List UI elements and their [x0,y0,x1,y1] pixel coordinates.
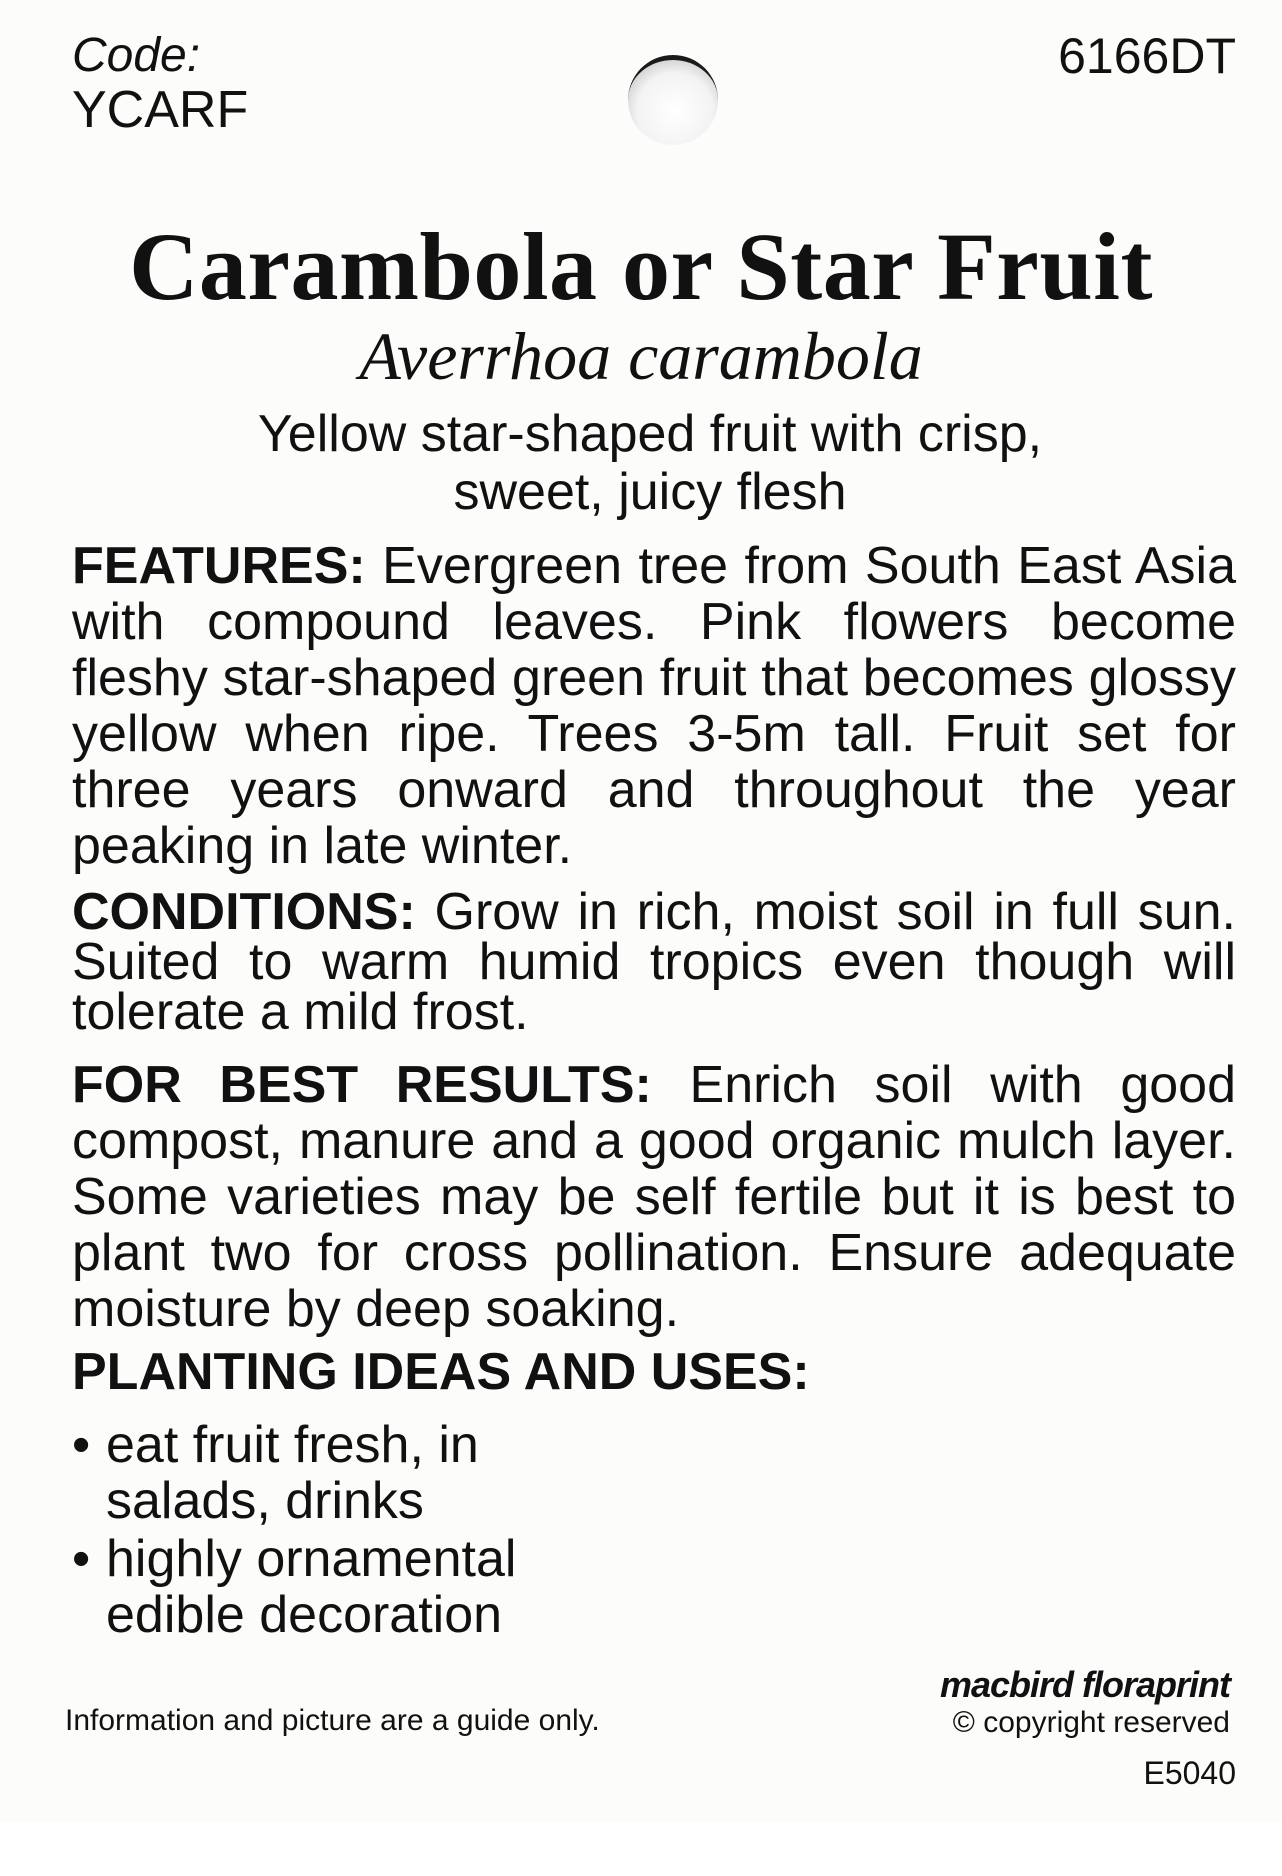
uses-heading: PLANTING IDEAS AND USES: [72,1343,810,1401]
best-results-heading: FOR BEST RESULTS: [72,1056,652,1114]
conditions-text: Grow in rich, moist soil in full sun. Suited to warm humid tropics even though will tolerate a mild frost. [72,883,1236,1041]
list-item-text: highly ornamental edible decoration [106,1530,517,1644]
copyright-notice: © copyright reserved [952,1706,1230,1739]
tagline: Yellow star-shaped fruit with crisp, sweet, juicy flesh [257,405,1043,521]
list-item [72,1417,592,1529]
features-text: Evergreen tree from South East Asia with compound leaves. Pink flowers become fleshy star-shaped green fruit that becomes glossy yellow when ripe. Trees 3-5m tall. Fruit set for three years onward and throughout the year peaking in late winter. [72,537,1237,875]
batch-code: E5040 [1143,1755,1236,1791]
bullet-icon: • [72,1530,91,1588]
bullet-icon: • [72,1416,91,1474]
conditions-heading: CONDITIONS: [72,883,416,941]
botanical-name: Averrhoa carambola [359,318,923,394]
product-code: 6166DT [1058,28,1236,84]
features-section [72,538,1236,874]
list-item-text: eat fruit fresh, in salads, drinks [106,1416,479,1530]
best-results-text: Enrich soil with good compost, manure and a good organic mulch layer. Some varieties may be self fertile but it is best to plant two for cross pollination. Ensure adequate moisture by deep soaking. [72,1056,1236,1338]
features-heading: FEATURES: [72,537,366,595]
uses-list [72,1417,592,1645]
conditions-section [72,883,1236,1041]
hang-hole-icon [628,55,718,145]
best-results-section [72,1057,1236,1337]
disclaimer: Information and picture are a guide only. [65,1704,600,1737]
code-label: Code: [72,29,201,82]
brand-logo: macbird floraprint [939,1664,1230,1705]
list-item [72,1531,592,1643]
common-name-title: Carambola or Star Fruit [129,213,1153,320]
code-value: YCARF [72,81,249,139]
